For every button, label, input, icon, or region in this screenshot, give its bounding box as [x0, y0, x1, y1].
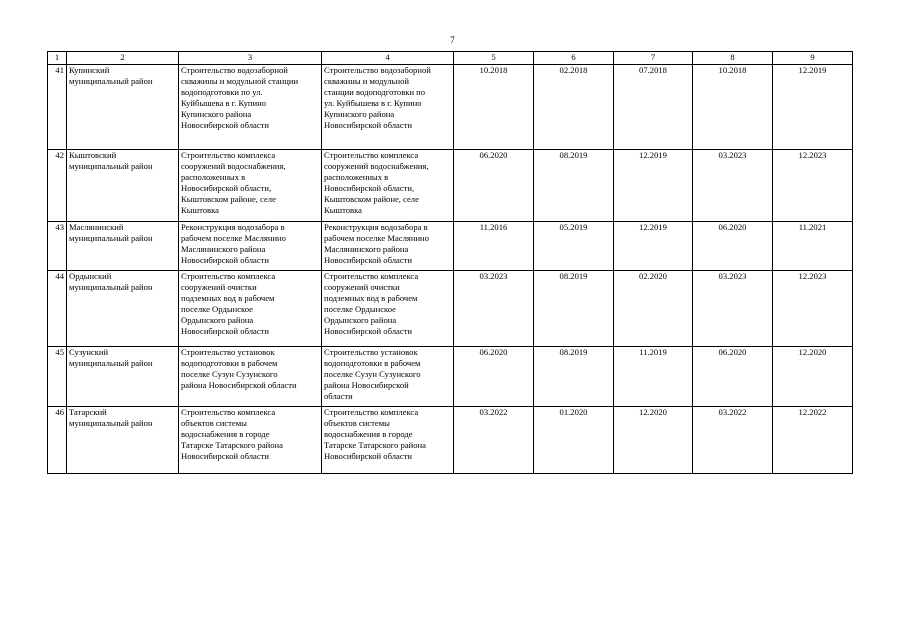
project-name: Строительство установок водоподготовки в рабочем поселке Сузун Сузунского района Новосибирской области — [179, 347, 322, 407]
header-cell-6: 6 — [534, 52, 614, 65]
date-col9: 11.2021 — [773, 222, 853, 271]
object-name: Строительство комплекса объектов системы водоснабжения в городе Татарске Татарского района Новосибирской области — [322, 407, 454, 474]
date-col9: 12.2020 — [773, 347, 853, 407]
date-col5: 03.2022 — [454, 407, 534, 474]
date-col6: 02.2018 — [534, 65, 614, 150]
header-cell-2: 2 — [67, 52, 179, 65]
date-col6: 08.2019 — [534, 271, 614, 347]
date-col9: 12.2019 — [773, 65, 853, 150]
project-name: Строительство водозаборной скважины и модульной станции водоподготовки по ул. Куйбышева в г. Купино Купинского района Новосибирской области — [179, 65, 322, 150]
date-col8: 06.2020 — [693, 347, 773, 407]
project-name: Строительство комплекса объектов системы водоснабжения в городе Татарске Татарского района Новосибирской области — [179, 407, 322, 474]
date-col6: 08.2019 — [534, 150, 614, 222]
row-number: 45 — [48, 347, 67, 407]
date-col6: 01.2020 — [534, 407, 614, 474]
project-name: Строительство комплекса сооружений очистки подземных вод в рабочем поселке Ордынское Ордынского района Новосибирской области — [179, 271, 322, 347]
date-col9: 12.2023 — [773, 150, 853, 222]
table-row — [48, 150, 853, 222]
district-name: Купинский муниципальный район — [67, 65, 179, 150]
header-row — [48, 52, 853, 65]
header-cell-7: 7 — [614, 52, 693, 65]
row-number: 46 — [48, 407, 67, 474]
table-row — [48, 222, 853, 271]
date-col6: 05.2019 — [534, 222, 614, 271]
date-col8: 06.2020 — [693, 222, 773, 271]
object-name: Реконструкция водозабора в рабочем поселке Маслянино Маслянинского района Новосибирской области — [322, 222, 454, 271]
district-name: Татарский муниципальный район — [67, 407, 179, 474]
date-col7: 11.2019 — [614, 347, 693, 407]
project-name: Реконструкция водозабора в рабочем поселке Маслянино Маслянинского района Новосибирской области — [179, 222, 322, 271]
object-name: Строительство водозаборной скважины и модульной станции водоподготовки по ул. Куйбышева в г. Купино Купинского района Новосибирской области — [322, 65, 454, 150]
object-name: Строительство комплекса сооружений очистки подземных вод в рабочем поселке Ордынское Ордынского района Новосибирской области — [322, 271, 454, 347]
date-col7: 12.2019 — [614, 150, 693, 222]
date-col8: 03.2023 — [693, 271, 773, 347]
date-col8: 03.2022 — [693, 407, 773, 474]
schedule-table — [47, 51, 853, 474]
date-col5: 06.2020 — [454, 150, 534, 222]
date-col5: 11.2016 — [454, 222, 534, 271]
row-number: 41 — [48, 65, 67, 150]
district-name: Ордынский муниципальный район — [67, 271, 179, 347]
row-number: 44 — [48, 271, 67, 347]
table-row — [48, 407, 853, 474]
row-number: 43 — [48, 222, 67, 271]
header-cell-9: 9 — [773, 52, 853, 65]
date-col5: 06.2020 — [454, 347, 534, 407]
date-col7: 12.2019 — [614, 222, 693, 271]
header-cell-5: 5 — [454, 52, 534, 65]
header-cell-8: 8 — [693, 52, 773, 65]
object-name: Строительство комплекса сооружений водоснабжения, расположенных в Новосибирской области, Кыштовском районе, селе Кыштовка — [322, 150, 454, 222]
date-col8: 03.2023 — [693, 150, 773, 222]
district-name: Сузунский муниципальный район — [67, 347, 179, 407]
date-col6: 08.2019 — [534, 347, 614, 407]
date-col5: 10.2018 — [454, 65, 534, 150]
date-col7: 12.2020 — [614, 407, 693, 474]
row-number: 42 — [48, 150, 67, 222]
date-col9: 12.2023 — [773, 271, 853, 347]
date-col5: 03.2023 — [454, 271, 534, 347]
header-cell-3: 3 — [179, 52, 322, 65]
object-name: Строительство установок водоподготовки в рабочем поселке Сузун Сузунского района Новосибирской области — [322, 347, 454, 407]
date-col7: 02.2020 — [614, 271, 693, 347]
header-cell-4: 4 — [322, 52, 454, 65]
date-col8: 10.2018 — [693, 65, 773, 150]
district-name: Кыштовский муниципальный район — [67, 150, 179, 222]
date-col7: 07.2018 — [614, 65, 693, 150]
page-number: 7 — [450, 35, 455, 45]
table-row — [48, 347, 853, 407]
district-name: Маслянинский муниципальный район — [67, 222, 179, 271]
project-name: Строительство комплекса сооружений водоснабжения, расположенных в Новосибирской области, Кыштовском районе, селе Кыштовка — [179, 150, 322, 222]
header-cell-1: 1 — [48, 52, 67, 65]
table-row — [48, 65, 853, 150]
table-row — [48, 271, 853, 347]
date-col9: 12.2022 — [773, 407, 853, 474]
